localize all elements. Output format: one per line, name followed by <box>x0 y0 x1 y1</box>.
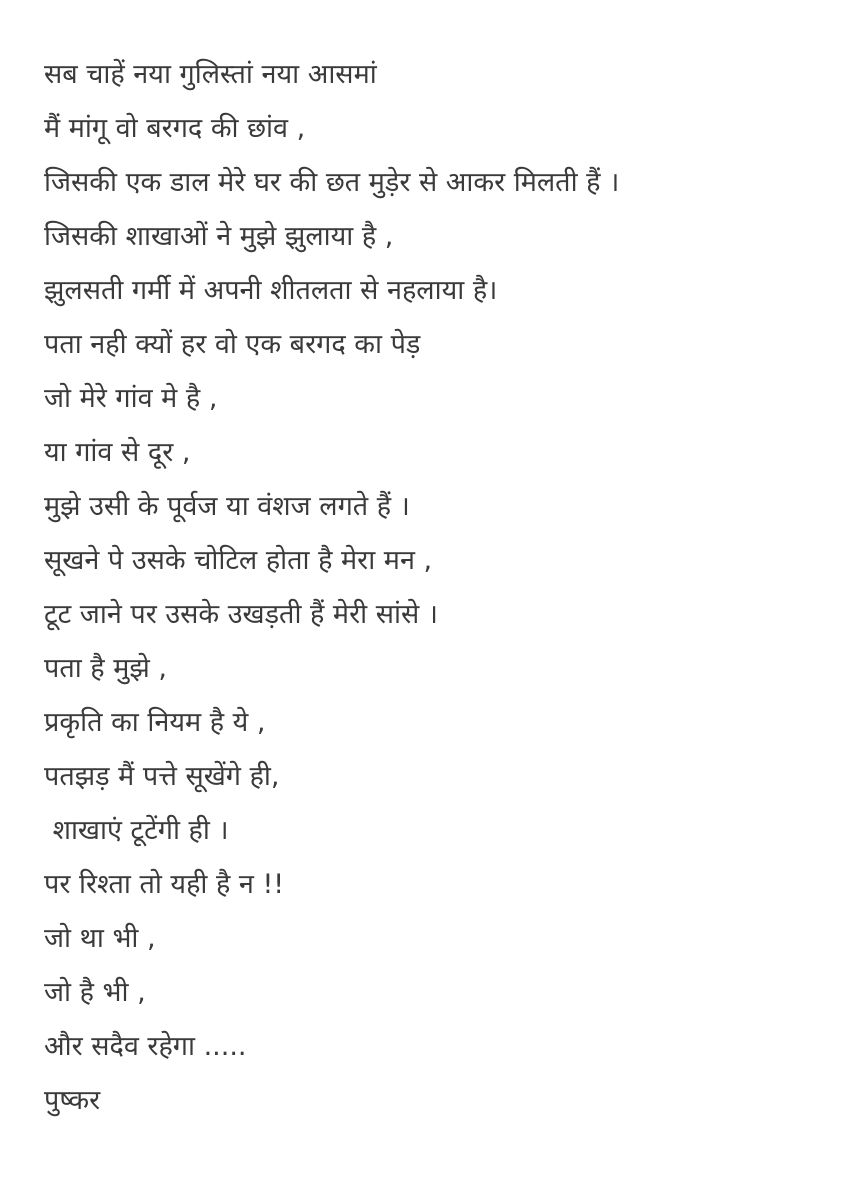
poem-line: जो था भी , <box>44 923 156 954</box>
poem-text <box>44 48 834 1128</box>
poem-line: सब चाहें नया गुलिस्तां नया आसमां <box>44 59 377 90</box>
poem-line: झुलसती गर्मी में अपनी शीतलता से नहलाया है। <box>44 275 498 306</box>
poem-line: पता नही क्यों हर वो एक बरगद का पेड़ <box>44 329 421 360</box>
poem-line: जो है भी , <box>44 977 146 1008</box>
poem-line: पता है मुझे , <box>44 653 167 684</box>
poem-line: मैं मांगू वो बरगद की छांव , <box>44 113 306 144</box>
poem-line: टूट जाने पर उसके उखड़ती हैं मेरी सांसे । <box>44 599 439 630</box>
poem-line: सूखने पे उसके चोटिल होता है मेरा मन , <box>44 545 433 576</box>
poem-line: पर रिश्ता तो यही है न !! <box>44 869 285 900</box>
poem-line: जिसकी एक डाल मेरे घर की छत मुड़ेर से आकर मिलती हैं । <box>44 167 620 198</box>
poem-line: या गांव से दूर , <box>44 437 191 468</box>
poem-line: जिसकी शाखाओं ने मुझे झुलाया है , <box>44 221 394 252</box>
author-signature: पुष्कर <box>44 1085 101 1116</box>
poem-line: पतझड़ मैं पत्ते सूखेंगे ही, <box>44 761 280 792</box>
poem-line: और सदैव रहेगा ..... <box>44 1031 247 1062</box>
poem-line: मुझे उसी के पूर्वज या वंशज लगते हैं । <box>44 491 410 522</box>
poem-line: जो मेरे गांव मे है , <box>44 383 218 414</box>
poem-line: शाखाएं टूटेंगी ही । <box>44 815 229 846</box>
poem-line: प्रकृति का नियम है ये , <box>44 707 266 738</box>
